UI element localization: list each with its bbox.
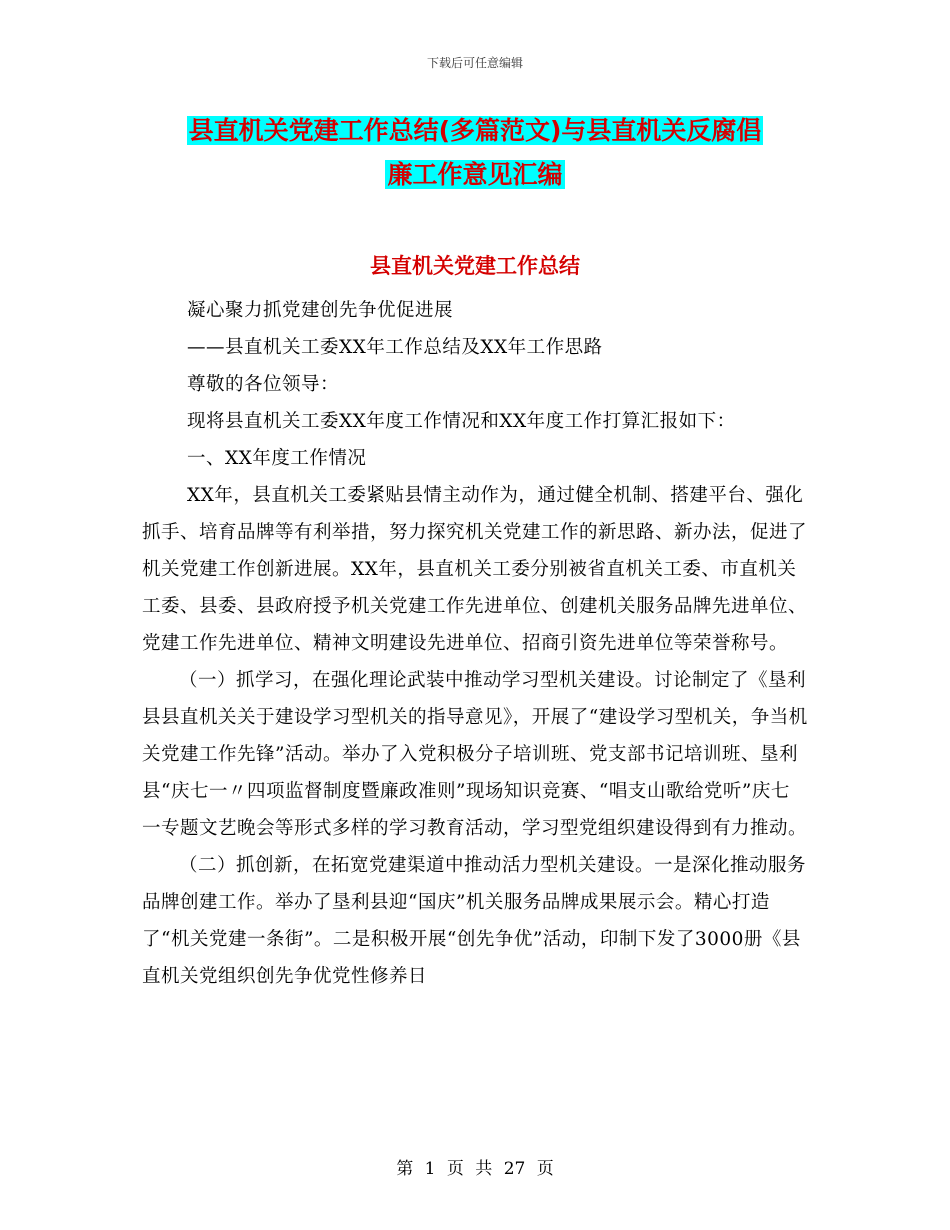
salutation-paragraph: 尊敬的各位领导： [187,374,340,395]
subtitle-paragraph: 凝心聚力抓党建创先争优促进展 [187,300,454,321]
body-paragraph-2: （一）抓学习，在强化理论武装中推动学习型机关建设。讨论制定了《垦利县县直机关关于建设学习型机关的指导意见》，开展了“建设学习型机关，争当机关党建工作先锋”活动。举办了入党积极分子培训班、党支部书记培训班、垦利县“庆七一〃四项监督制度暨廉政准则”现场知识竞赛、“唱支山歌给党听”庆七一专题文艺晚会等形式多样的学习教育活动，学习型党组织建设得到有力推动。 [142,670,808,839]
intro-paragraph: 现将县直机关工委XX年度工作情况和XX年度工作打算汇报如下： [187,411,736,432]
heading-paragraph: 一、XX年度工作情况 [187,448,367,469]
header-note: 下载后可任意编辑 [426,56,523,70]
document-title-line-1 [0,114,950,148]
section-title: 县直机关党建工作总结 [370,254,580,278]
document-title-line-2-text: 廉工作意见汇编 [387,160,563,189]
subtitle-dash-paragraph: ——县直机关工委XX年工作总结及XX年工作思路 [187,337,603,358]
body-paragraph-1: XX年，县直机关工委紧贴县情主动作为，通过健全机制、搭建平台、强化抓手、培育品牌等有利举措，努力探究机关党建工作的新思路、新办法，促进了机关党建工作创新进展。XX年，县直机关工委分别被省直机关工委、市直机关工委、县委、县政府授予机关党建工作先进单位、创建机关服务品牌先进单位、党建工作先进单位、精神文明建设先进单位、招商引资先进单位等荣誉称号。 [142,485,808,654]
document-title-line-2 [0,158,950,192]
document-body [142,292,808,995]
body-paragraph-3: （二）抓创新，在拓宽党建渠道中推动活力型机关建设。一是深化推动服务品牌创建工作。举办了垦利县迎“国庆”机关服务品牌成果展示会。精心打造了“机关党建一条街”。二是积极开展“创先争优”活动，印制下发了3000册《县直机关党组织创先争优党性修养日 [142,855,807,987]
page-number-footer: 第 1 页 共 27 页 [396,1159,554,1179]
document-title-line-1-text: 县直机关党建工作总结(多篇范文)与县直机关反腐倡 [188,116,762,145]
